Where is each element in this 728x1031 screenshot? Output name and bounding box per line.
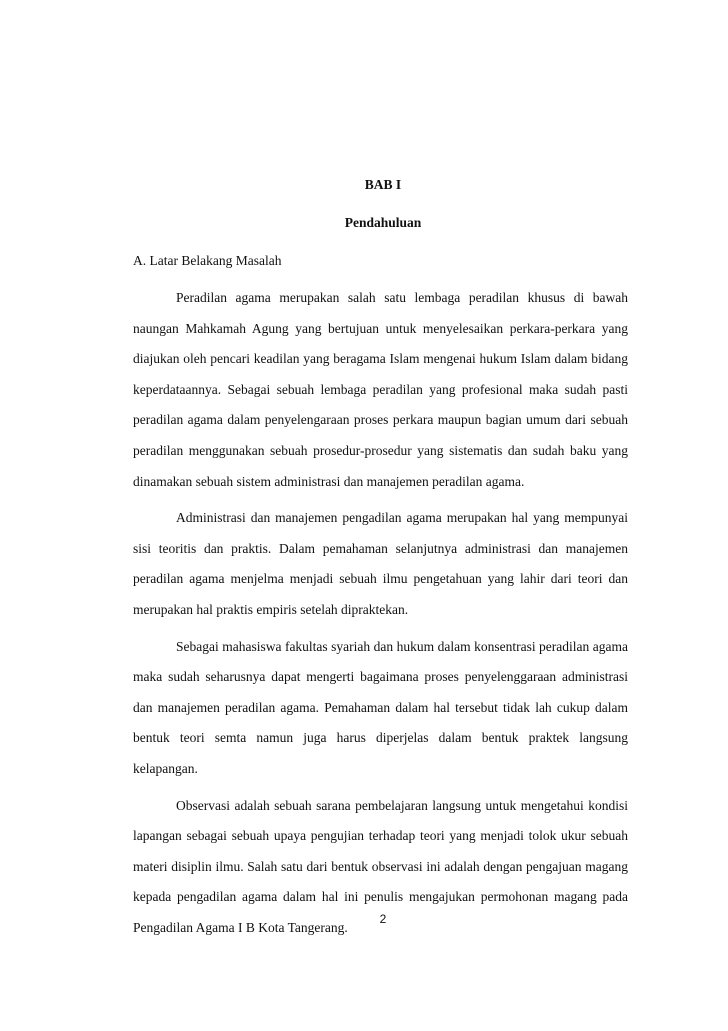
chapter-title: Pendahuluan [344, 215, 422, 230]
chapter-label: BAB I [364, 177, 402, 192]
paragraph-3: Sebagai mahasiswa fakultas syariah dan hukum dalam konsentrasi peradilan agama maka sudah seharusnya dapat mengerti bagaimana proses penyelenggaraan administrasi dan manajemen peradilan agama. Pemahaman dalam hal tersebut tidak lah cukup dalam bentuk teori semta namun juga harus diperjelas dalam bentuk praktek langsung kelapangan. [133, 638, 628, 776]
paragraph-1: Peradilan agama merupakan salah satu lembaga peradilan khusus di bawah naungan Mahkamah Agung yang bertujuan untuk menyelesaikan perkara-perkara yang diajukan oleh pencari keadilan yang beragama Islam mengenai hukum Islam dalam bidang keperdataannya. Sebagai sebuah lembaga peradilan yang profesional maka sudah pasti peradilan agama dalam penyelengaraan proses perkara maupun bagian umum dari sebuah peradilan menggunakan sebuah prosedur-prosedur yang sistematis dan sudah baku yang dinamakan sebuah sistem administrasi dan manajemen peradilan agama. [133, 290, 628, 489]
body-text [133, 283, 628, 943]
section-heading: A. Latar Belakang Masalah [133, 253, 282, 268]
paragraph-4: Observasi adalah sebuah sarana pembelajaran langsung untuk mengetahui kondisi lapangan sebagai sebuah upaya pengujian terhadap teori yang menjadi tolok ukur sebuah materi disiplin ilmu. Salah satu dari bentuk observasi ini adalah dengan pengajuan magang kepada pengadilan agama dalam hal ini penulis mengajukan permohonan magang pada Pengadilan Agama I B Kota Tangerang. [133, 797, 628, 935]
page-number: 2 [379, 912, 387, 926]
paragraph-2: Administrasi dan manajemen pengadilan agama merupakan hal yang mempunyai sisi teoritis dan praktis. Dalam pemahaman selanjutnya administrasi dan manajemen peradilan agama menjelma menjadi sebuah ilmu pengetahuan yang lahir dari teori dan merupakan hal praktis empiris setelah dipraktekan. [133, 510, 628, 617]
